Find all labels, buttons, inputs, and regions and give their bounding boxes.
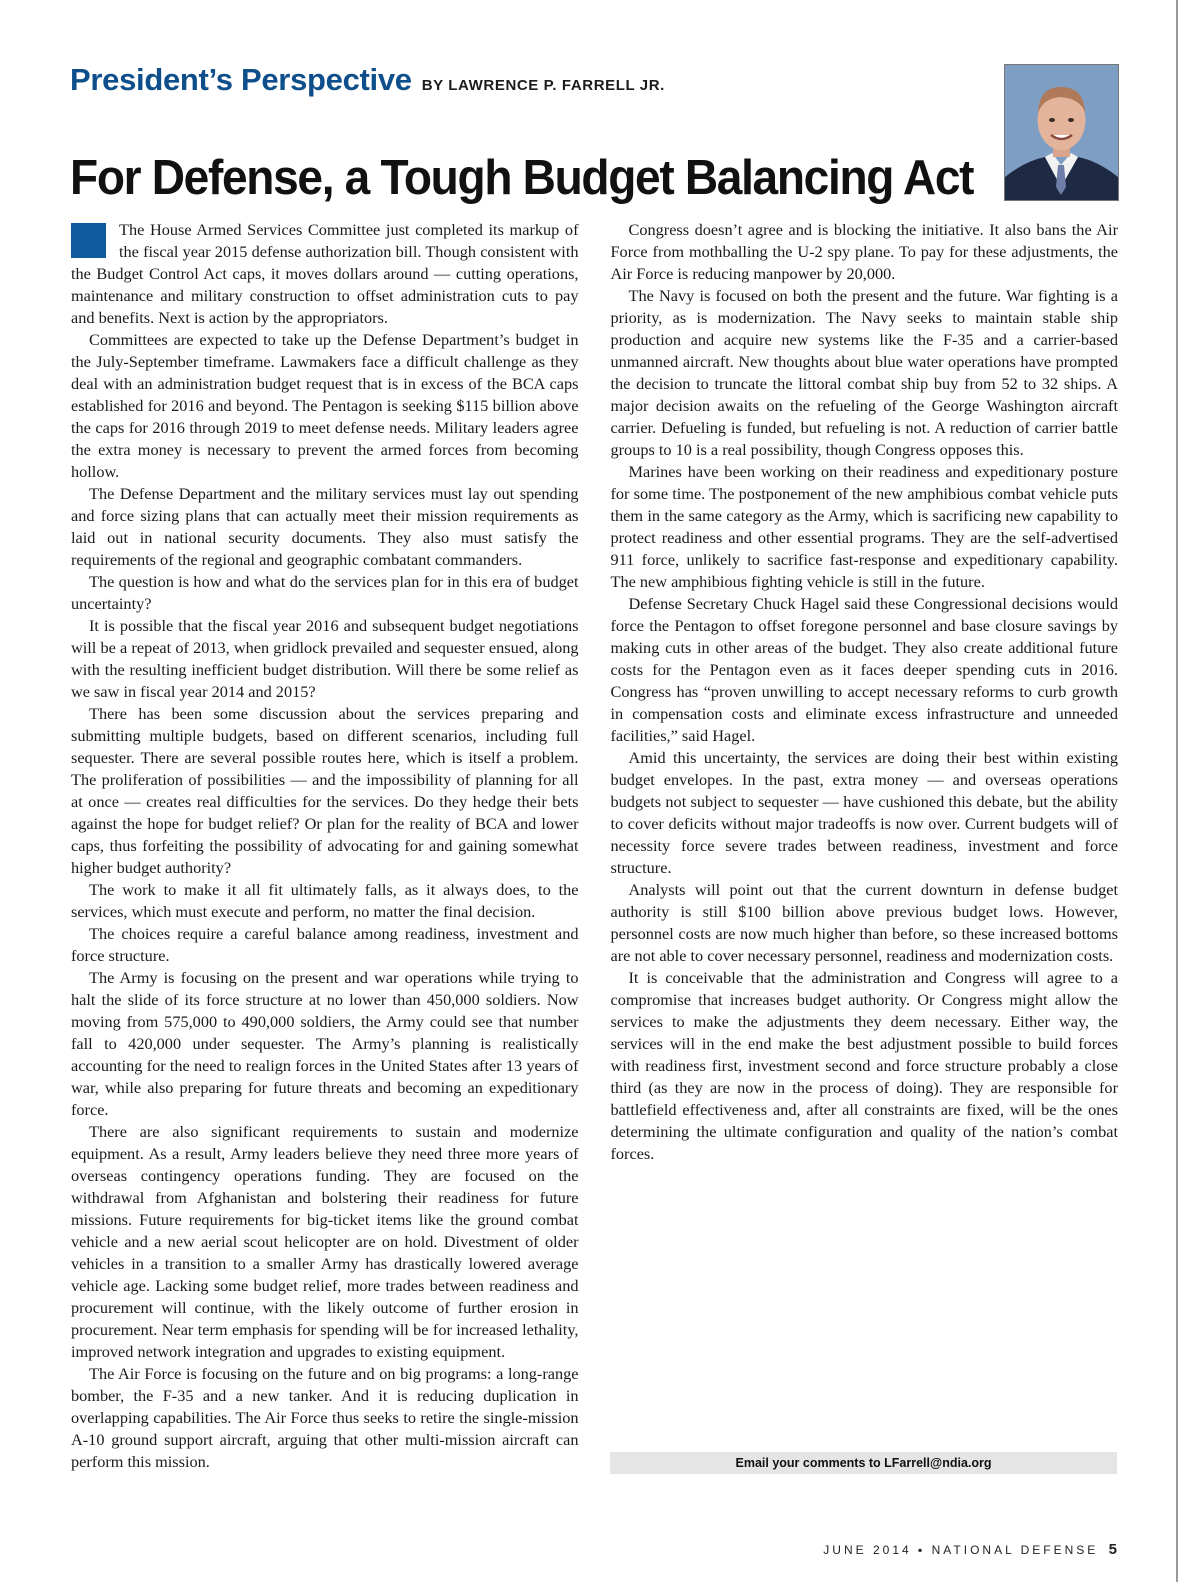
email-address-link[interactable]: LFarrell@ndia.org	[884, 1456, 992, 1470]
byline: BY LAWRENCE P. FARRELL JR.	[421, 77, 665, 94]
article-body	[71, 219, 1118, 1484]
article-paragraph: It is conceivable that the administration and Congress will agree to a compromise that increases budget authority. Or Congress might allow the services to make the adjustments they deem necessary. Either way, the services will in the end make the best adjustment possible to build forces with readiness first, investment second and force structure probably a close third (as they are now in the process of doing). They are responsible for battlefield effectiveness and, after all constraints are fixed, will be the ones determining the ultimate configuration and quality of the nation’s combat forces.	[610, 968, 1118, 1163]
article-paragraph: The Navy is focused on both the present and the future. War fighting is a priority, as is modernization. The Navy seeks to maintain stable ship production and acquire new systems like the F-35 and a carrier-based unmanned aircraft. New thoughts about blue water operations have prompted the decision to truncate the littoral combat ship buy from 52 to 32 ships. A major decision awaits on the refueling of the George Washington aircraft carrier. Defueling is funded, but refueling is not. A reduction of carrier battle groups to 10 is a real possibility, though Congress opposes this.	[610, 286, 1118, 459]
column-header	[70, 62, 665, 98]
article-paragraph: The Defense Department and the military services must lay out spending and force sizing plans that can actually meet their mission requirements as laid out in national security documents. They also must satisfy the requirements of the regional and geographic combatant commanders.	[71, 484, 579, 569]
section-title: President’s Perspective	[70, 62, 412, 97]
article-paragraph: Marines have been working on their readiness and expeditionary posture for some time. The postponement of the new amphibious combat vehicle puts them in the same category as the Army, which is sacrificing new capability to protect readiness and other essential programs. They are the self-advertised 911 force, unlikely to sacrifice fast-response and expeditionary capability. The new amphibious fighting vehicle is still in the future.	[610, 462, 1118, 591]
author-portrait	[1004, 64, 1119, 201]
drop-square-marker	[71, 223, 106, 258]
article-paragraph: Defense Secretary Chuck Hagel said these Congressional decisions would force the Pentagon to offset foregone personnel and base closure savings by making cuts in other areas of the budget. They also create additional future costs for the Pentagon even as it faces deeper spending cuts in 2016. Congress has “proven unwilling to accept necessary reforms to curb growth in compensation costs and eliminate excess infrastructure and unneeded facilities,” said Hagel.	[610, 594, 1118, 745]
page-footer	[823, 1541, 1117, 1558]
article-paragraph: The Army is focusing on the present and war operations while trying to halt the slide of its force structure at no lower than 450,000 soldiers. Now moving from 575,000 to 490,000 soldiers, the Army could see that number fall to 420,000 under sequester. The Army’s planning is realistically accounting for the need to realign forces in the United States after 13 years of war, while also preparing for future threats and becoming an expeditionary force.	[71, 968, 579, 1119]
article-paragraph: The question is how and what do the services plan for in this era of budget uncertainty?	[71, 572, 579, 613]
article-paragraph: It is possible that the fiscal year 2016 and subsequent budget negotiations will be a repeat of 2013, when gridlock prevailed and sequester ensued, along with the resulting inefficient budget distribution. Will there be some relief as we saw in fiscal year 2014 and 2015?	[71, 616, 579, 701]
email-prefix: Email your comments to	[735, 1456, 885, 1470]
page-edge-rule	[1176, 0, 1178, 1582]
footer-publication: NATIONAL DEFENSE	[931, 1543, 1099, 1557]
article-paragraph: Analysts will point out that the current downturn in defense budget authority is still $100 billion above previous budget lows. However, personnel costs are now much higher than before, so these increased bottoms are not able to cover necessary personnel, readiness and modernization costs.	[610, 880, 1118, 965]
article-paragraph: Congress doesn’t agree and is blocking the initiative. It also bans the Air Force from mothballing the U-2 spy plane. To pay for these adjustments, the Air Force is reducing manpower by 20,000.	[610, 220, 1118, 283]
page-number: 5	[1108, 1541, 1117, 1558]
article-paragraph: There has been some discussion about the services preparing and submitting multiple budgets, based on different scenarios, including full sequester. There are several possible routes here, which is itself a problem. The proliferation of possibilities — and the impossibility of planning for all at once — creates real difficulties for the services. Do they hedge their bets against the hope for budget relief? Or plan for the reality of BCA and lower caps, thus forfeiting the possibility of advocating for and gaining somewhat higher budget authority?	[71, 704, 579, 877]
article-paragraph: The work to make it all fit ultimately falls, as it always does, to the services, which must execute and perform, no matter the final decision.	[71, 880, 579, 921]
portrait-illustration	[1005, 65, 1118, 200]
headline: For Defense, a Tough Budget Balancing Act	[70, 151, 974, 205]
article-paragraph: The Air Force is focusing on the future and on big programs: a long-range bomber, the F-35 and a new tanker. And it is reducing duplication in overlapping capabilities. The Air Force thus seeks to retire the single-mission A-10 ground support aircraft, arguing that other multi-mission aircraft can perform this mission.	[71, 1364, 579, 1471]
article-paragraph: Committees are expected to take up the Defense Department’s budget in the July-September timeframe. Lawmakers face a difficult challenge as they deal with an administration budget request that is in excess of the BCA caps established for 2016 and beyond. The Pentagon is seeking $115 billion above the caps for 2016 through 2019 to meet defense needs. Military leaders agree the extra money is necessary to prevent the armed forces from becoming hollow.	[71, 330, 579, 481]
article-paragraph-1-text: The House Armed Services Committee just completed its markup of the fiscal year 2015 defense authorization bill. Though consistent with the Budget Control Act caps, it moves dollars around — cutting operations, maintenance and military construction to offset administration cuts to pay and benefits. Next is action by the appropriators.	[71, 220, 579, 327]
article-paragraph: The choices require a careful balance among readiness, investment and force structure.	[71, 924, 579, 965]
email-comments-box	[610, 1452, 1117, 1474]
footer-date: JUNE 2014	[823, 1543, 912, 1557]
article-paragraph-1	[71, 219, 579, 329]
footer-separator: ▪	[918, 1543, 926, 1557]
article-paragraph: Amid this uncertainty, the services are doing their best within existing budget envelopes. In the past, extra money — and overseas operations budgets not subject to sequester — have cushioned this debate, but the ability to cover deficits without major tradeoffs is now over. Current budgets will of necessity force severe trades between readiness, investment and force structure.	[610, 748, 1118, 877]
article-paragraph: There are also significant requirements to sustain and modernize equipment. As a result, Army leaders believe they need three more years of overseas contingency operations funding. They are focused on the withdrawal from Afghanistan and bolstering their readiness for future missions. Future requirements for big-ticket items like the ground combat vehicle and a new aerial scout helicopter are on hold. Divestment of older vehicles in a transition to a smaller Army has drastically lowered average vehicle age. Lacking some budget relief, more trades between readiness and procurement will continue, with the likely outcome of further erosion in procurement. Near term emphasis for spending will be for increased lethality, improved network integration and upgrades to existing equipment.	[71, 1122, 579, 1361]
